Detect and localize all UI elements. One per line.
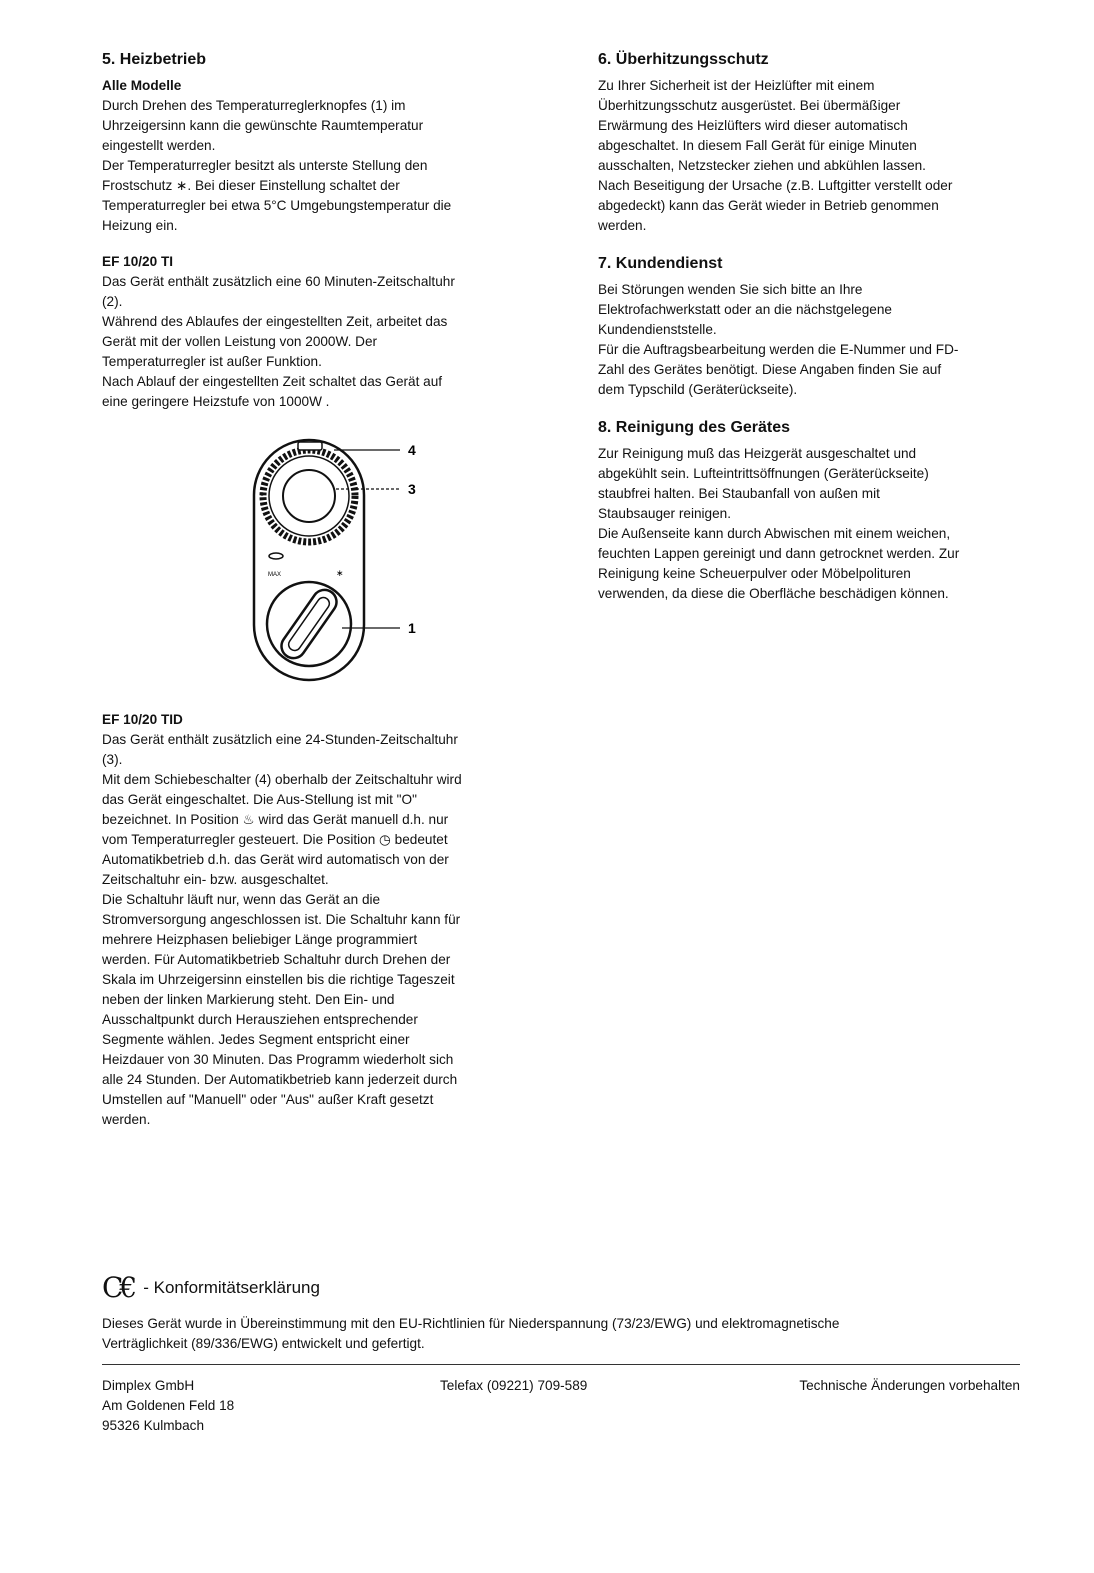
timer-dial-center	[283, 470, 335, 522]
section-6-title: 6. Überhitzungsschutz	[598, 51, 769, 68]
footer	[102, 1376, 1020, 1446]
section-8-title: 8. Reinigung des Gerätes	[598, 419, 791, 436]
callout-4: 4	[408, 442, 416, 458]
off-symbol	[269, 553, 283, 559]
section-7-title: 7. Kundendienst	[598, 255, 723, 272]
company-address: Dimplex GmbH Am Goldenen Feld 18 95326 Kulmbach	[102, 1378, 235, 1433]
ce-mark-icon: C€	[102, 1271, 134, 1304]
section-heizbetrieb	[102, 48, 552, 412]
paragraph-alle-modelle: Durch Drehen des Temperaturreglerknopfes (1) im Uhrzeigersinn kann die gewünschte Raumtemperatur eingestellt werden. Der Temperaturregler besitzt als unterste Stellung den Frostschutz ∗. Bei dieser Einstellung schaltet der Temperaturregler bei etwa 5°C Umgebungstemperatur die Heizung ein.	[102, 98, 452, 233]
paragraph-ef-ti: Das Gerät enthält zusätzlich eine 60 Minuten-Zeitschaltuhr (2). Während des Ablaufes der eingestellten Zeit, arbeitet das Gerät mit der vollen Leistung von 2000W. Der Temperaturregler ist außer Funktion. Nach Ablauf der eingestellten Zeit schaltet das Gerät auf eine geringere Heizstufe von 1000W .	[102, 274, 455, 409]
subheading-ef-ti: EF 10/20 TI	[102, 254, 174, 269]
subheading-alle-modelle: Alle Modelle	[102, 78, 182, 93]
section-ef-tid	[102, 710, 552, 1130]
paragraph-reinigung: Zur Reinigung muß das Heizgerät ausgeschaltet und abgekühlt sein. Lufteintrittsöffnungen (Geräterückseite) staubfrei halten. Bei Staubanfall von außen mit Staubsauger reinigen. Die Außenseite kann durch Abwischen mit einem weichen, feuchten Lappen gereinigt und dann getrocknet werden. Zur Reinigung keine Scheuerpulver oder Möbelpolituren verwenden, da diese die Oberfläche beschädigen können.	[598, 446, 960, 601]
right-column	[598, 48, 1046, 604]
frost-symbol: ∗	[336, 569, 344, 579]
control-panel-figure	[248, 436, 448, 686]
conformity-text: Dieses Gerät wurde in Übereinstimmung mit den EU-Richtlinien für Niederspannung (73/23/EWG) und elektromagnetische Verträglichkeit (89/336/EWG) entwickelt und gefertigt.	[102, 1316, 840, 1351]
callout-3: 3	[408, 481, 416, 497]
subheading-ef-tid: EF 10/20 TID	[102, 712, 183, 727]
technical-changes-note: Technische Änderungen vorbehalten	[799, 1378, 1020, 1393]
footer-divider	[102, 1364, 1020, 1365]
paragraph-ueberhitzungsschutz: Zu Ihrer Sicherheit ist der Heizlüfter mit einem Überhitzungsschutz ausgerüstet. Bei übermäßiger Erwärmung des Heizlüfters wird dieser automatisch abgeschaltet. In diesem Fall Gerät für einige Minuten ausschalten, Netzstecker ziehen und abkühlen lassen. Nach Beseitigung der Ursache (z.B. Luftgitter verstellt oder abgedeckt) kann das Gerät wieder in Betrieb genommen werden.	[598, 78, 953, 233]
conformity-declaration	[102, 1272, 1042, 1354]
conformity-heading: - Konformitätserklärung	[143, 1278, 320, 1297]
slide-switch	[298, 442, 322, 450]
max-label: MAX	[268, 572, 282, 578]
section-5-title: 5. Heizbetrieb	[102, 51, 207, 68]
control-panel-drawing	[248, 436, 448, 686]
paragraph-ef-tid: Das Gerät enthält zusätzlich eine 24-Stunden-Zeitschaltuhr (3). Mit dem Schiebeschalter (4) oberhalb der Zeitschaltuhr wird das Gerät eingeschaltet. Die Aus-Stellung ist mit "O" bezeichnet. In Position ♨ wird das Gerät manuell d.h. nur vom Temperaturregler gesteuert. Die Position ◷ bedeutet Automatikbetrieb d.h. das Gerät wird automatisch von der Zeitschaltuhr ein- bzw. ausgeschaltet. Die Schaltuhr läuft nur, wenn das Gerät an die Stromversorgung angeschlossen ist. Die Schaltuhr kann für mehrere Heizphasen beliebiger Länge programmiert werden. Für Automatikbetrieb Schaltuhr durch Drehen der Skala im Uhrzeigersinn einstellen bis die richtige Tageszeit neben der linken Markierung steht. Den Ein- und Ausschaltpunkt durch Herausziehen entsprechender Segmente wählen. Jedes Segment entspricht einer Heizdauer von 30 Minuten. Das Programm wiederholt sich alle 24 Stunden. Der Automatikbetrieb kann jederzeit durch Umstellen auf "Manuell" oder "Aus" außer Kraft gesetzt werden.	[102, 732, 462, 1127]
timer-marker	[260, 492, 264, 496]
telefax-number: Telefax (09221) 709-589	[440, 1378, 588, 1393]
callout-1: 1	[408, 620, 416, 636]
paragraph-kundendienst: Bei Störungen wenden Sie sich bitte an Ihre Elektrofachwerkstatt oder an die nächstgelegene Kundendienststelle. Für die Auftragsbearbeitung werden die E-Nummer und FD- Zahl des Gerätes benötigt. Diese Angaben finden Sie auf dem Typschild (Geräterückseite).	[598, 282, 959, 397]
